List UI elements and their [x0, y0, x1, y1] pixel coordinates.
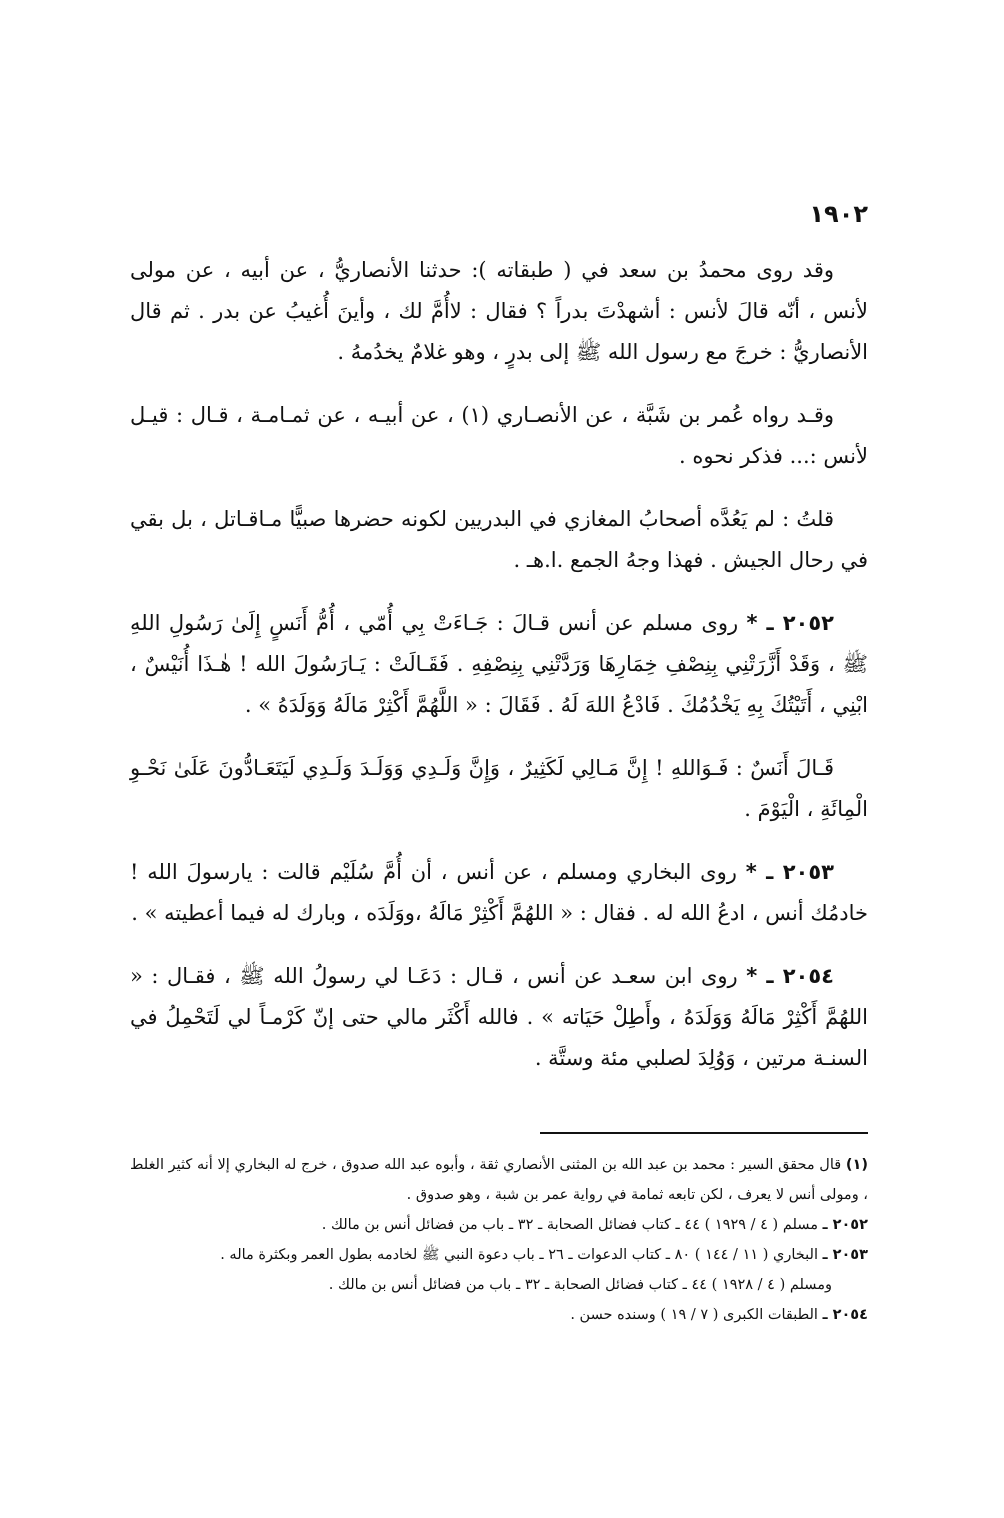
- footnote-text: ومسلم ( ٤ / ١٩٢٨ ) ٤٤ ـ كتاب فضائل الصحابة ـ ٣٢ ـ باب من فضائل أنس بن مالك .: [328, 1277, 832, 1293]
- hadith-number: ٢٠٥٤ ـ *: [746, 964, 834, 988]
- paragraph-text: قلتُ : لم يَعُدَّه أصحابُ المغازي في البدريين لكونه حضرها صبيًّا مـاقـاتل ، بل بقي في رحال الجيش . فهذا وجهُ الجمع .ا.هـ .: [130, 507, 868, 572]
- footnotes: [130, 1150, 868, 1330]
- footnote: [130, 1150, 868, 1210]
- paragraph-text: روى مسلم عن أنس قـالَ : جَـاءَتْ بِي أُمّي ، أُمُّ أَنَسٍ إِلَىٰ رَسُولِ اللهِ ﷺ ، وَقَدْ أَزَّرَتْنِي بِنِصْفِ خِمَارِهَا وَرَدَّتْنِي بِنِصْفِهِ . فَقَـالَتْ : يَـارَسُولَ الله ! هٰـذَا أُنَيْسٌ ، ابْنِي ، أَتَيْتُكَ بِهِ يَخْدُمُكَ . فَادْعُ اللهَ لَهُ . فَقَالَ : « اللَّهُمَّ أَكْثِرْ مَالَهُ وَوَلَدَهُ » .: [130, 611, 868, 717]
- hadith-number: ٢٠٥٢ ـ *: [746, 611, 834, 635]
- footnote: [130, 1240, 868, 1270]
- footnote-text: قال محقق السير : محمد بن عبد الله بن المثنى الأنصاري ثقة ، وأبوه عبد الله صدوق ، خرج له البخاري إلا أنه كثير الغلط ، ومولى أنس لا يعرف ، لكن تابعه ثمامة في رواية عمر بن شبة ، وهو صدوق .: [130, 1157, 868, 1203]
- footnote-number: ٢٠٥٣ ـ: [822, 1247, 868, 1263]
- paragraph-text: قَـالَ أَنَسٌ : فَـوَاللهِ ! إِنَّ مَـالِي لَكَثِيرٌ ، وَإِنَّ وَلَـدِي وَوَلَـدَ وَلَـدِي لَيَتَعَـادُّونَ عَلَىٰ نَحْـوِ الْمِائَةِ ، الْيَوْمَ .: [130, 756, 868, 821]
- paragraph: [130, 499, 868, 581]
- footnote: [130, 1210, 868, 1240]
- hadith-2053: [130, 852, 868, 934]
- footnote: [130, 1300, 868, 1330]
- paragraph-text: وقـد رواه عُمر بن شَبَّة ، عن الأنصـاري (١) ، عن أبيـه ، عن ثمـامـة ، قـال : قيـل لأنس :... فذكر نحوه .: [130, 403, 868, 468]
- paragraph: [130, 748, 868, 830]
- page-number: ١٩٠٢: [809, 200, 868, 228]
- footnote-divider: [540, 1132, 868, 1134]
- paragraph: [130, 250, 868, 373]
- footnote-number: ٢٠٥٤ ـ: [822, 1307, 868, 1323]
- paragraph-text: روى ابن سعـد عن أنس ، قـال : دَعَـا لي رسولُ الله ﷺ ، فقـال : « اللهُمَّ أَكْثِرْ مَالَهُ وَوَلَدَهُ ، وأَطِلْ حَيَاته » . فالله أَكْثَر مالي حتى إنّ كَرْمـاً لي لَتَحْمِلُ في السنـة مرتين ، وَوُلِدَ لصلبي مئة وستَّة .: [130, 964, 868, 1070]
- main-text: [130, 250, 868, 1101]
- footnote-text: مسلم ( ٤ / ١٩٢٩ ) ٤٤ ـ كتاب فضائل الصحابة ـ ٣٢ ـ باب من فضائل أنس بن مالك .: [321, 1217, 818, 1233]
- paragraph: [130, 395, 868, 477]
- hadith-number: ٢٠٥٣ ـ *: [745, 860, 834, 884]
- footnote-number: (١): [845, 1157, 868, 1173]
- footnote-number: ٢٠٥٢ ـ: [822, 1217, 868, 1233]
- hadith-2054: [130, 956, 868, 1079]
- paragraph-text: روى البخاري ومسلم ، عن أنس ، أن أُمَّ سُلَيْم قالت : يارسولَ الله ! خادمُك أنس ، ادعُ الله له . فقال : « اللهُمَّ أَكْثِرْ مَالَهُ ،ووَلَدَه ، وبارك له فيما أعطيته » .: [130, 860, 868, 925]
- hadith-2052: [130, 603, 868, 726]
- footnote-text: الطبقات الكبرى ( ٧ / ١٩ ) وسنده حسن .: [570, 1307, 818, 1323]
- footnote: [130, 1270, 868, 1300]
- paragraph-text: وقد روى محمدُ بن سعد في ( طبقاته ): حدثنا الأنصاريُّ ، عن أبيه ، عن مولى لأنس ، أنّه قالَ لأنس : أشهدْتَ بدراً ؟ فقال : لاأُمَّ لك ، وأينَ أُغيبُ عن بدر . ثم قال الأنصاريُّ : خرجَ مع رسول الله ﷺ إلى بدرٍ ، وهو غلامٌ يخدُمهُ .: [130, 258, 868, 364]
- footnote-text: البخاري ( ١١ / ١٤٤ ) ٨٠ ـ كتاب الدعوات ـ ٢٦ ـ باب دعوة النبي ﷺ لخادمه بطول العمر وبكثرة ماله .: [220, 1247, 818, 1263]
